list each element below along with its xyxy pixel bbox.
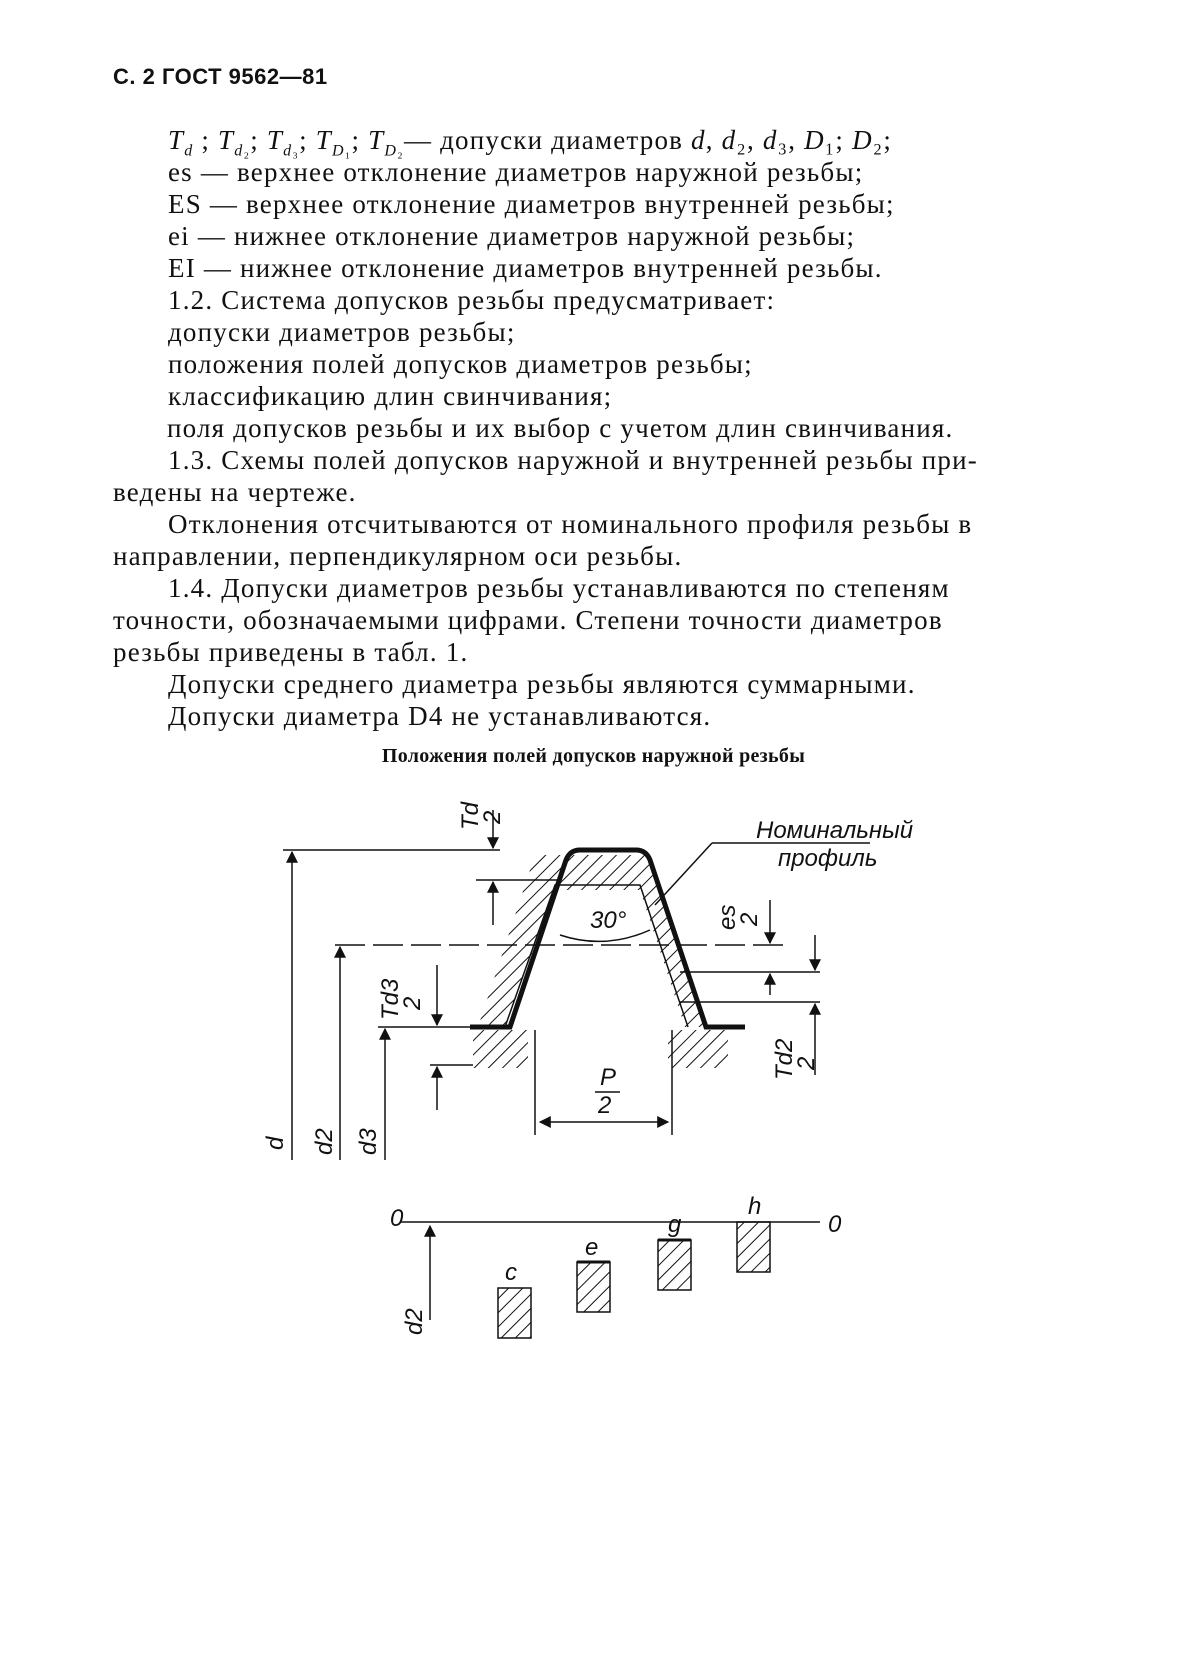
leader-line (655, 843, 712, 905)
zone-label-g: g (668, 1211, 682, 1238)
definition-EI: EI — нижнее отклонение диаметров внутренней резьбы. (168, 253, 883, 283)
label-p: P (600, 1064, 617, 1091)
section-1-2-item: положения полей допусков диаметров резьбы; (168, 349, 753, 379)
section-1-4-line: Допуски диаметра D4 не устанавливаются. (168, 701, 712, 731)
section-1-4-line: 1.4. Допуски диаметров резьбы устанавливаются по степеням (168, 573, 950, 603)
zone-zero-right: 0 (828, 1211, 842, 1238)
zone-label-e: e (585, 1234, 599, 1261)
label-es: es (714, 904, 741, 930)
label-td3-half: 2 (399, 996, 426, 1010)
zone-g (658, 1240, 691, 1290)
label-d2: d2 (311, 1128, 338, 1155)
section-1-3-line: 1.3. Схемы полей допусков наружной и внутренней резьбы при- (168, 445, 978, 475)
figure-caption: Положения полей допусков наружной резьбы (381, 745, 806, 767)
root-zone-right (668, 1030, 728, 1068)
section-1-2-item: классификацию длин свинчивания; (168, 381, 613, 411)
section-1-2-intro: 1.2. Система допусков резьбы предусматривает: (168, 285, 776, 315)
section-1-3-line: направлении, перпендикулярном оси резьбы. (113, 541, 683, 571)
zone-label-c: c (505, 1259, 517, 1286)
label-p-half: 2 (598, 1092, 612, 1119)
section-1-3-line: Отклонения отсчитываются от номинального профиля резьбы в (168, 509, 973, 539)
zone-h (737, 1222, 770, 1272)
section-1-2-item: допуски диаметров резьбы; (168, 317, 516, 347)
section-1-4-line: Допуски среднего диаметра резьбы являются суммарными. (168, 669, 916, 699)
definition-ei: ei — нижнее отклонение диаметров наружной резьбы; (168, 221, 856, 251)
label-td: Td (457, 801, 484, 830)
definition-ES: ES — верхнее отклонение диаметров внутренней резьбы; (168, 189, 895, 219)
label-nominal-2: профиль (778, 845, 878, 872)
label-td2-half: 2 (793, 1056, 820, 1070)
section-1-3-line: ведены на чертеже. (113, 477, 357, 507)
section-1-2-item: поля допусков резьбы и их выбор с учетом длин свинчивания. (167, 413, 954, 443)
label-es-half: 2 (736, 912, 763, 926)
zone-d2-label: d2 (401, 1308, 428, 1335)
label-td3: Td3 (377, 978, 404, 1020)
zone-zero-left: 0 (390, 1205, 404, 1232)
label-angle: 30° (590, 907, 627, 934)
label-d: d (262, 1136, 289, 1150)
zone-c (498, 1288, 531, 1338)
label-d3: d3 (355, 1128, 382, 1155)
page-header: С. 2 ГОСТ 9562—81 (113, 64, 328, 89)
label-nominal-1: Номинальный (756, 817, 914, 844)
label-td-half: 2 (479, 810, 506, 824)
zone-e (577, 1262, 610, 1312)
section-1-4-line: точности, обозначаемыми цифрами. Степени точности диаметров (113, 605, 943, 635)
root-zone-left (473, 1030, 528, 1068)
definition-tolerances: $T_d$ ; $T_{d_2}$; $T_{d_3}$; $T_{D_1}$; $T_{D_2}—$ допуски диаметров d, d₂, d₃, D₁; D₂; (168, 125, 893, 160)
label-td2: Td2 (771, 1038, 798, 1080)
zone-label-h: h (748, 1193, 762, 1220)
section-1-4-line: резьбы приведены в табл. 1. (113, 637, 469, 667)
definition-es: es — верхнее отклонение диаметров наружной резьбы; (168, 157, 864, 187)
